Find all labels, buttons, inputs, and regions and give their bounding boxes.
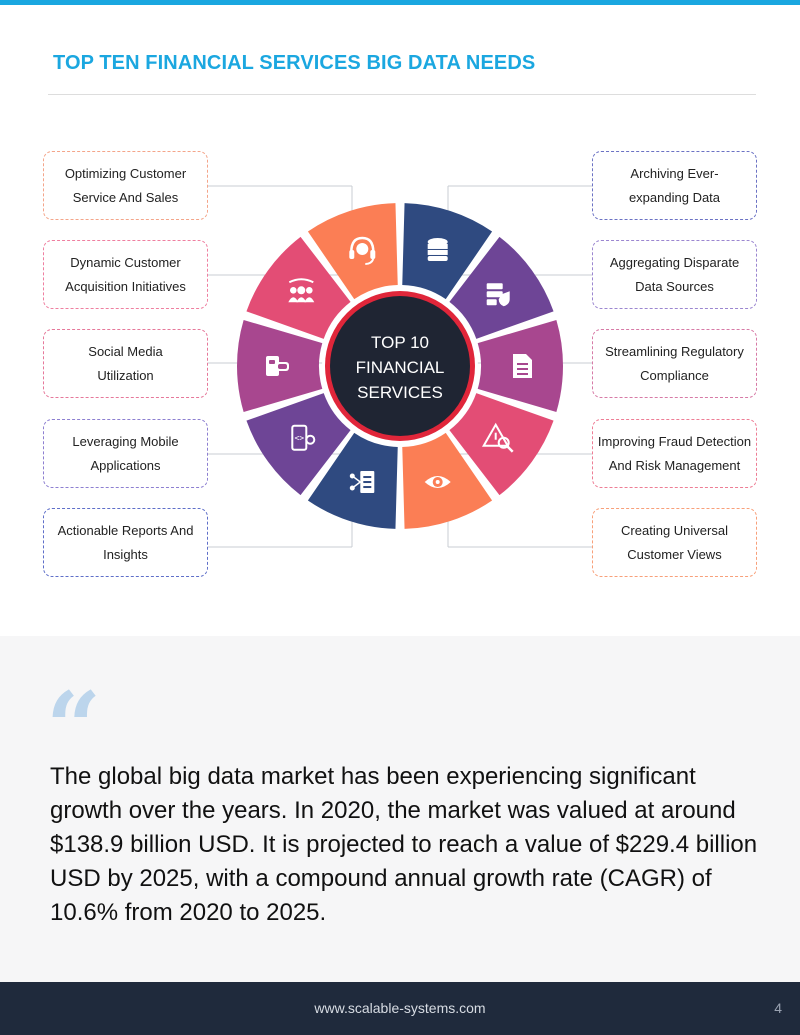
label-text: Creating Universal [621,522,728,538]
center-text-line-1: TOP 10 [371,333,429,352]
quote-mark: “ [46,671,102,784]
label-text: Streamlining Regulatory [605,343,744,359]
label-text: Dynamic Customer [70,254,181,270]
label-left-3 [43,329,208,398]
label-left-4 [43,419,208,488]
svg-text:<>: <> [294,433,305,443]
label-text: Compliance [640,367,709,383]
label-left-5 [43,508,208,577]
label-text: Applications [90,457,161,473]
top-accent-bar [0,0,800,5]
label-right-2 [592,240,757,309]
footer [0,982,800,1035]
center-text-line-3: SERVICES [357,383,443,402]
label-text: Acquisition Initiatives [65,278,186,294]
label-right-4 [592,419,757,488]
label-text: Data Sources [635,278,714,294]
label-text: Service And Sales [72,189,179,205]
center-text-line-2: FINANCIAL [355,358,445,377]
center-hub [322,288,478,444]
label-text: Insights [103,546,148,562]
label-text: Social Media [88,343,163,359]
label-text: Leveraging Mobile [72,433,179,449]
label-text: Utilization [97,367,154,383]
page-title: TOP TEN FINANCIAL SERVICES BIG DATA NEEDS [53,52,536,74]
label-text: Customer Views [627,546,722,562]
label-text: Aggregating Disparate [609,254,740,270]
label-text: Archiving Ever- [630,165,719,181]
label-text: Improving Fraud Detection [597,433,752,449]
label-text: Actionable Reports And [57,522,194,538]
label-text: Optimizing Customer [64,165,187,181]
label-left-1 [43,151,208,220]
label-right-3 [592,329,757,398]
label-right-1 [592,151,757,220]
document-icon [513,354,532,378]
label-text: expanding Data [628,189,721,205]
page-number: 4 [774,1000,782,1016]
title-divider [48,94,756,95]
footer-url[interactable]: www.scalable-systems.com [314,1000,486,1016]
label-right-5 [592,508,757,577]
label-text: And Risk Management [608,457,741,473]
quote-text: The global big data market has been experiencing significant growth over the years. In 2020, the market was valued at around $138.9 billion USD. It is projected to reach a value of $229.4 billion USD by 2025, with a compound annual growth rate (CAGR) of 10.6% from 2020 to 2025. [50,763,758,926]
label-left-2 [43,240,208,309]
